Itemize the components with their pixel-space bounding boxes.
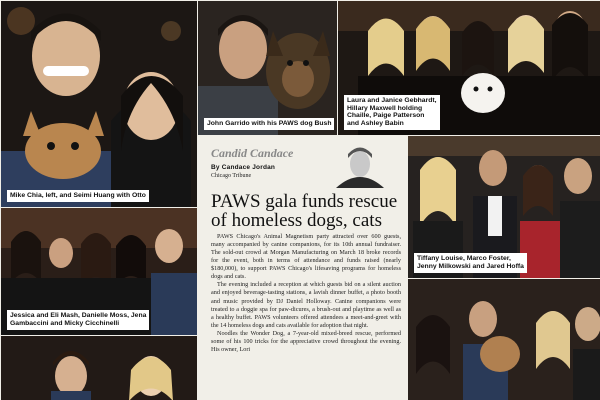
byline: [211, 164, 275, 171]
headline: PAWS gala funds rescue of homeless dogs, cats: [211, 191, 398, 231]
photo-image: [408, 279, 600, 400]
byline-source: Chicago Tribune: [211, 173, 252, 179]
photo-louise-foster: [407, 135, 600, 279]
photo-bottom-left: [0, 335, 198, 400]
columnist-headshot: [328, 144, 392, 188]
photo-caption: John Garrido with his PAWS dog Bush: [204, 118, 334, 130]
photo-gebhardt-group: [337, 0, 600, 136]
article-body: [211, 233, 401, 354]
photo-garrido: [197, 0, 338, 136]
article-paragraph: PAWS Chicago's Animal Magnetism party attracted over 600 guests, many accompanied by canine companions, for its 10th annual fundraiser. The sold-out crowd at Morgan Manufacturing on March 18 broke records for the event, both in terms of attendance and funds raised (nearly $180,000), to support PAWS Chicago's lifesaving programs for homeless dogs and cats.: [211, 233, 401, 281]
photo-chia-huang: [0, 0, 198, 208]
photo-image: [198, 1, 337, 135]
photo-caption: Laura and Janice Gebhardt, Hillary Maxwell holding Chaille, Paige Patterson and Ashley Babin: [344, 95, 440, 130]
photo-image: [1, 1, 197, 207]
photo-caption: Mike Chia, left, and Seimi Huang with Otto: [7, 190, 149, 202]
photo-caption: Tiffany Louise, Marco Foster, Jenny Milkowski and Jared Hoffa: [414, 253, 527, 273]
article-paragraph: Noodles the Wonder Dog, a 7-year-old mixed-breed rescue, performed some of his 100 tricks for the appreciative crowd throughout the evening. His owner, Lori: [211, 329, 401, 353]
byline-author: Candace Jordan: [221, 164, 276, 171]
photo-bottom-right: [407, 278, 600, 400]
headshot-image: [328, 144, 392, 188]
article-paragraph: The evening included a reception at which guests bid on a silent auction and enjoyed beverage-tasting stations, a lavish dinner buffet, a photo booth and music provided by DJ Daniel Holloway. Canine companions were treated to a doggie spa for paw-dicures, a brush-out and playtime as well as a healthy buffet. PAWS volunteers offered attendees a meet-and-greet with the 14 homeless dogs and cats available for adoption that night.: [211, 281, 401, 329]
photo-image: [1, 336, 197, 400]
photo-mash-moss: [0, 207, 198, 336]
photo-caption: Jessica and Eli Mash, Danielle Moss, Jena Gambaccini and Micky Cicchinelli: [7, 310, 149, 330]
column-kicker: Candid Candace: [211, 146, 294, 160]
article: [203, 140, 406, 400]
byline-prefix: By: [211, 164, 220, 171]
